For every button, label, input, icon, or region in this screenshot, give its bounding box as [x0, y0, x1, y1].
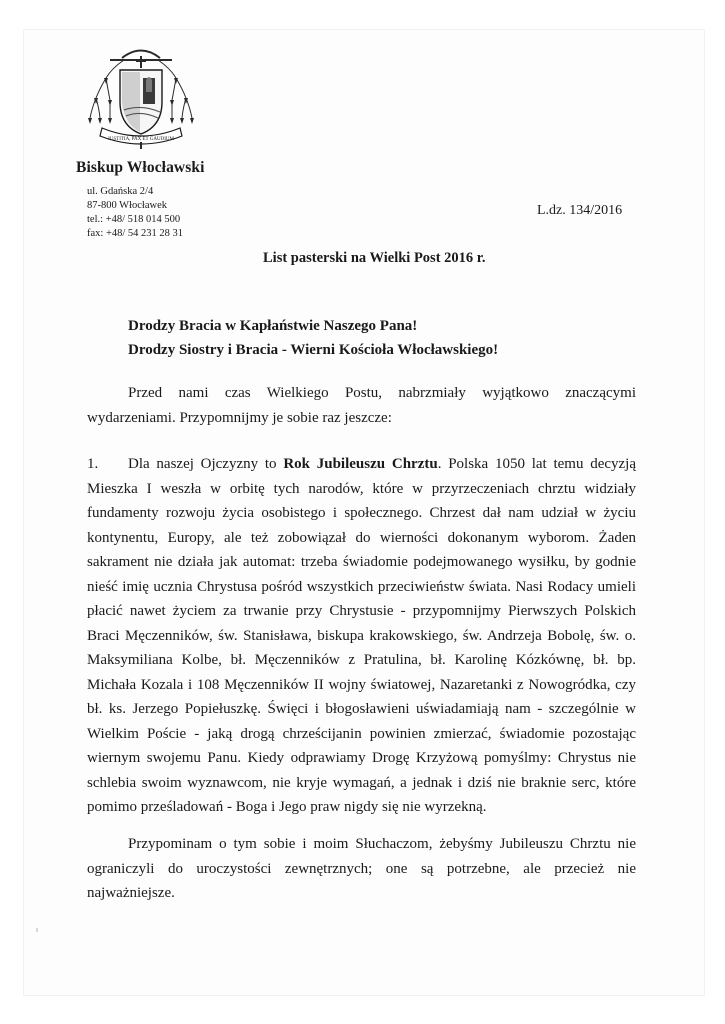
greetings [128, 314, 498, 362]
point-lead-text: Dla naszej Ojczyzny to [128, 456, 284, 472]
letter-title: List pasterski na Wielki Post 2016 r. [263, 250, 486, 266]
address-block [87, 185, 183, 241]
address-street: ul. Gdańska 2/4 [87, 186, 154, 197]
address-city: 87-800 Włocławek [87, 200, 167, 211]
intro-paragraph: Przed nami czas Wielkiego Postu, nabrzmiały wyjątkowo znaczącymi wydarzeniami. Przypomnijmy je sobie raz jeszcze: [87, 385, 636, 426]
reminder-paragraph: Przypominam o tym sobie i moim Słuchaczom, żebyśmy Jubileuszu Chrztu nie ograniczyli do uroczystości zewnętrznych; one są potrzebne, ale przecież nie najważniejsze. [87, 836, 636, 901]
bishop-title: Biskup Włocławski [76, 159, 205, 176]
document-reference-number: L.dz. 134/2016 [537, 203, 623, 218]
point-1-paragraph [87, 452, 636, 820]
address-phone: tel.: +48/ 518 014 500 [87, 214, 181, 225]
address-fax: fax: +48/ 54 231 28 31 [87, 228, 184, 239]
point-body-text: . Polska 1050 lat temu decyzją Mieszka I weszła w orbitę tych narodów, które w przyrzeczeniach chrztu widziały fundamenty rozwoju życia osobistego i społecznego. Chrzest dał nam udział w życiu kontynentu, Europy, ale też zobowiązał do wierności dokonanym wyborom. Żaden sakrament nie działa jak automat: trzeba świadomie podejmowanego wysiłku, by godnie nieść imię ucznia Chrystusa pośród wszystkich przeciwieństw świata. Nasi Rodacy umieli płacić nawet życiem za trwanie przy Chrystusie - przypomnijmy Pierwszych Polskich Braci Męczenników, św. Stanisława, biskupa krakowskiego, św. Andrzeja Bobolę, św. o. Maksymiliana Kolbe, bł. Męczenników z Pratulina, bł. Karolinę Kózkównę, bł. bp. Michała Kozala i 108 Męczenników II wojny światowej, Nazaretanki z Nowogródka, czy bł. ks. Jerzego Popiełuszkę. Święci i błogosławieni uświadamiają nam - szczególnie w Wielkim Poście - jaką drogą chrześcijanin powinien zmierzać, świadomie pozostając wiernym swojemu Panu. Kiedy odprawiamy Drogę Krzyżową pomyślmy: Chrystus nie schlebia swoim wyznawcom, nie kryje wymagań, a jednak i dziś nie braknie serc, które pomimo prześladowań - Boga i Jego praw nigdy się nie wyrzekną. [87, 456, 637, 815]
greeting-priests: Drodzy Bracia w Kapłaństwie Naszego Pana! [128, 318, 418, 334]
motto-text: IUSTITIA, PAX ET GAUDIUM [108, 137, 174, 142]
point-number: 1. [87, 456, 99, 472]
greeting-faithful: Drodzy Siostry i Bracia - Wierni Kościoła Włocławskiego! [128, 342, 499, 358]
scan-speck [36, 928, 38, 932]
jubilee-highlight: Rok Jubileuszu Chrztu [283, 456, 438, 472]
episcopal-coat-of-arms-icon [86, 44, 196, 150]
